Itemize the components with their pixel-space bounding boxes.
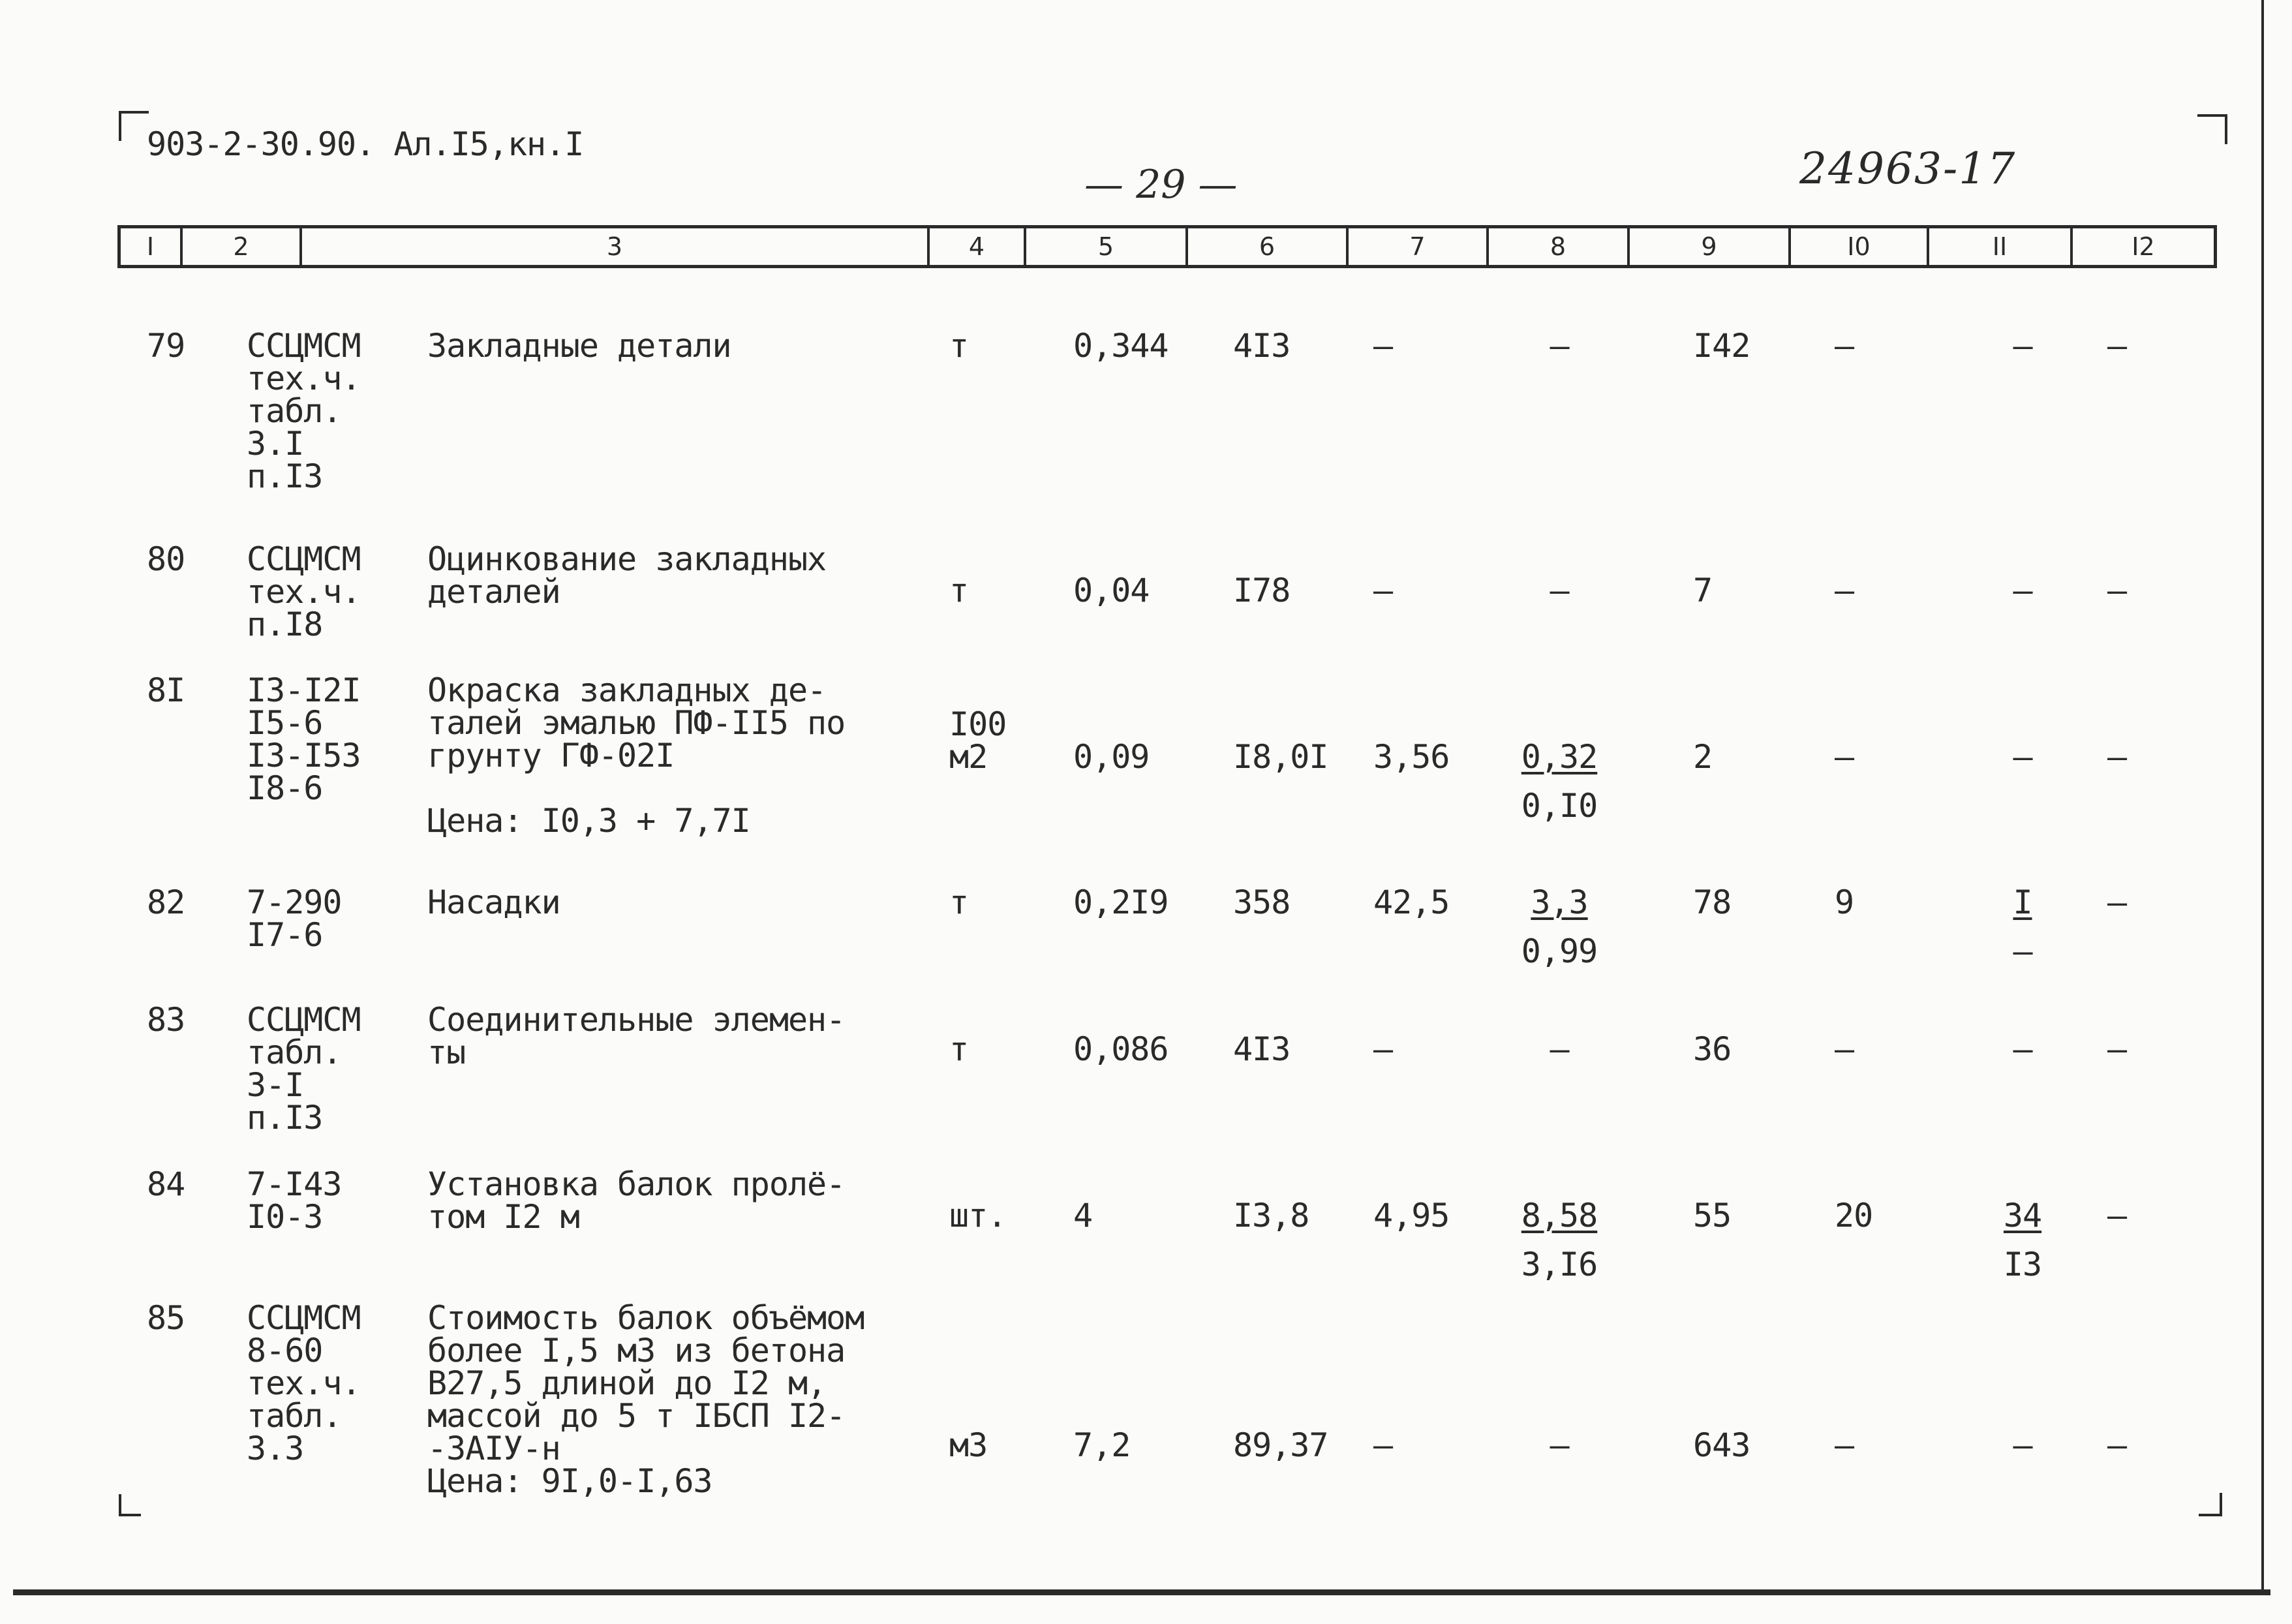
cell-col7: 3,56 — [1373, 738, 1450, 776]
norm-code-line: тех.ч. — [247, 1364, 361, 1402]
corner-mark-top-left — [119, 111, 149, 141]
row-number: 82 — [147, 883, 185, 921]
cell-col7: 4,95 — [1373, 1197, 1450, 1234]
unit-price: I8,0I — [1233, 738, 1328, 776]
cell-col7: 42,5 — [1373, 883, 1450, 921]
cell-col11-sub: — — [2013, 932, 2032, 970]
norm-code-line: ССЦМСМ — [247, 1001, 361, 1039]
cell-col8: 3,3 — [1531, 883, 1588, 921]
cell-col9: I42 — [1693, 327, 1750, 365]
cell-col11: — — [2013, 738, 2032, 776]
cell-col12: — — [2107, 1030, 2127, 1068]
column-header-row — [117, 225, 2217, 268]
description-line: Установка балок пролё- — [427, 1165, 846, 1203]
column-header: I0 — [1791, 228, 1929, 265]
unit-line: т — [949, 1030, 969, 1068]
cell-col9: 36 — [1693, 1030, 1732, 1068]
row-number: 8I — [147, 671, 185, 709]
cell-col8-sub: 0,99 — [1521, 932, 1598, 970]
cell-col10: 9 — [1835, 883, 1854, 921]
description-line: Стоимость балок объёмом — [427, 1299, 864, 1337]
norm-code-line: п.I8 — [247, 605, 323, 643]
norm-code-line: ССЦМСМ — [247, 1299, 361, 1337]
cell-col10: — — [1835, 327, 1854, 365]
unit-line: м3 — [949, 1426, 988, 1464]
norm-code-line: 8-60 — [247, 1332, 323, 1370]
column-header: 6 — [1188, 228, 1349, 265]
quantity: 0,2I9 — [1073, 883, 1169, 921]
norm-code-line: табл. — [247, 392, 342, 430]
cell-col9: 7 — [1693, 572, 1713, 609]
norm-code-line: табл. — [247, 1397, 342, 1435]
description-line: Окраска закладных де- — [427, 671, 827, 709]
quantity: 0,086 — [1073, 1030, 1169, 1068]
description-line: том I2 м — [427, 1198, 579, 1236]
row-number: 83 — [147, 1001, 185, 1039]
description-line: талей эмалью ПФ-II5 по — [427, 704, 846, 742]
description-line: ты — [427, 1034, 466, 1071]
norm-code-line: ССЦМСМ — [247, 327, 361, 365]
cell-col8: 0,32 — [1521, 738, 1598, 776]
cell-col12: — — [2107, 738, 2127, 776]
cell-col8: 8,58 — [1521, 1197, 1598, 1234]
column-header: 5 — [1026, 228, 1188, 265]
unit-price: I3,8 — [1233, 1197, 1309, 1234]
norm-code-line: ССЦМСМ — [247, 540, 361, 578]
cell-col12: — — [2107, 1197, 2127, 1234]
cell-col10: — — [1835, 738, 1854, 776]
cell-col7: — — [1373, 327, 1393, 365]
cell-col9: 78 — [1693, 883, 1732, 921]
cell-col8: — — [1550, 1426, 1569, 1464]
unit-line: шт. — [949, 1197, 1007, 1234]
cell-col11: 34 — [2003, 1197, 2042, 1234]
description-line: деталей — [427, 573, 560, 611]
unit-price: 4I3 — [1233, 327, 1291, 365]
cell-col10: — — [1835, 572, 1854, 609]
column-header: 7 — [1349, 228, 1489, 265]
cell-col8: — — [1550, 572, 1569, 609]
page-edge-bottom — [13, 1589, 2270, 1595]
norm-code-line: тех.ч. — [247, 573, 361, 611]
unit-line: т — [949, 572, 969, 609]
description-line: В27,5 длиной до I2 м, — [427, 1364, 827, 1402]
cell-col12: — — [2107, 883, 2127, 921]
cell-col10: 20 — [1835, 1197, 1873, 1234]
cell-col10: — — [1835, 1030, 1854, 1068]
norm-code-line: 7-I43 — [247, 1165, 342, 1203]
cell-col11-sub: I3 — [2003, 1246, 2042, 1283]
unit-line: м2 — [949, 738, 988, 776]
cell-col12: — — [2107, 1426, 2127, 1464]
unit-price: 89,37 — [1233, 1426, 1328, 1464]
cell-col8-sub: 0,I0 — [1521, 787, 1598, 825]
cell-col7: — — [1373, 1030, 1393, 1068]
norm-code-line: 3.3 — [247, 1430, 304, 1467]
column-header: II — [1929, 228, 2073, 265]
norm-code-line: п.I3 — [247, 1099, 323, 1137]
column-header: 8 — [1489, 228, 1630, 265]
unit-price: 358 — [1233, 883, 1291, 921]
norm-code-line: I3-I53 — [247, 737, 361, 774]
row-number: 79 — [147, 327, 185, 365]
handwritten-number: 24963-17 — [1799, 144, 2017, 194]
cell-col12: — — [2107, 327, 2127, 365]
description-line: массой до 5 т IБСП I2- — [427, 1397, 846, 1435]
cell-col11: — — [2013, 1426, 2032, 1464]
cell-col8: — — [1550, 327, 1569, 365]
norm-code-line: I8-6 — [247, 769, 323, 807]
description-line: Закладные детали — [427, 327, 731, 365]
description-line: грунту ГФ-02I — [427, 737, 675, 774]
document-code: 903-2-30.90. Ал.I5,кн.I — [147, 125, 584, 163]
norm-code-line: п.I3 — [247, 457, 323, 495]
quantity: 0,344 — [1073, 327, 1169, 365]
quantity: 0,04 — [1073, 572, 1150, 609]
unit-line: т — [949, 883, 969, 921]
quantity: 7,2 — [1073, 1426, 1131, 1464]
norm-code-line: тех.ч. — [247, 360, 361, 397]
norm-code-line: табл. — [247, 1034, 342, 1071]
corner-mark-bottom-right — [2199, 1493, 2222, 1516]
description-line: Соединительные элемен- — [427, 1001, 846, 1039]
description-line: Оцинкование закладных — [427, 540, 827, 578]
cell-col11: — — [2013, 327, 2032, 365]
cell-col11: I — [2013, 883, 2032, 921]
cell-col11: — — [2013, 1030, 2032, 1068]
description-line: Насадки — [427, 883, 560, 921]
norm-code-line: 3.I — [247, 425, 304, 463]
cell-col8: — — [1550, 1030, 1569, 1068]
description-line: -3АIУ-н — [427, 1430, 560, 1467]
column-header: 9 — [1630, 228, 1791, 265]
cell-col9: 643 — [1693, 1426, 1750, 1464]
cell-col9: 55 — [1693, 1197, 1732, 1234]
unit-line: I00 — [949, 705, 1007, 743]
column-header: 4 — [930, 228, 1026, 265]
column-header: 2 — [183, 228, 302, 265]
page-number: — 29 — — [1084, 162, 1238, 207]
unit-line: т — [949, 327, 969, 365]
corner-mark-top-right — [2197, 114, 2227, 144]
cell-col7: — — [1373, 572, 1393, 609]
column-header: I — [121, 228, 183, 265]
column-header: I2 — [2132, 232, 2155, 261]
norm-code-line: 7-290 — [247, 883, 342, 921]
row-number: 80 — [147, 540, 185, 578]
corner-mark-bottom-left — [119, 1494, 141, 1516]
norm-code-line: I7-6 — [247, 916, 323, 954]
row-number: 84 — [147, 1165, 185, 1203]
quantity: 4 — [1073, 1197, 1093, 1234]
cell-col7: — — [1373, 1426, 1393, 1464]
quantity: 0,09 — [1073, 738, 1150, 776]
row-number: 85 — [147, 1299, 185, 1337]
norm-code-line: I5-6 — [247, 704, 323, 742]
cell-col10: — — [1835, 1426, 1854, 1464]
norm-code-line: 3-I — [247, 1066, 304, 1104]
cell-col11: — — [2013, 572, 2032, 609]
cell-col8-sub: 3,I6 — [1521, 1246, 1598, 1283]
description-line: Цена: 9I,0-I,63 — [427, 1462, 712, 1500]
cell-col12: — — [2107, 572, 2127, 609]
norm-code-line: I3-I2I — [247, 671, 361, 709]
cell-col9: 2 — [1693, 738, 1713, 776]
description-line: более I,5 м3 из бетона — [427, 1332, 846, 1370]
page-edge-right — [2261, 0, 2264, 1595]
column-header: 3 — [302, 228, 930, 265]
description-line: Цена: I0,3 + 7,7I — [427, 802, 750, 840]
unit-price: I78 — [1233, 572, 1291, 609]
unit-price: 4I3 — [1233, 1030, 1291, 1068]
norm-code-line: I0-3 — [247, 1198, 323, 1236]
